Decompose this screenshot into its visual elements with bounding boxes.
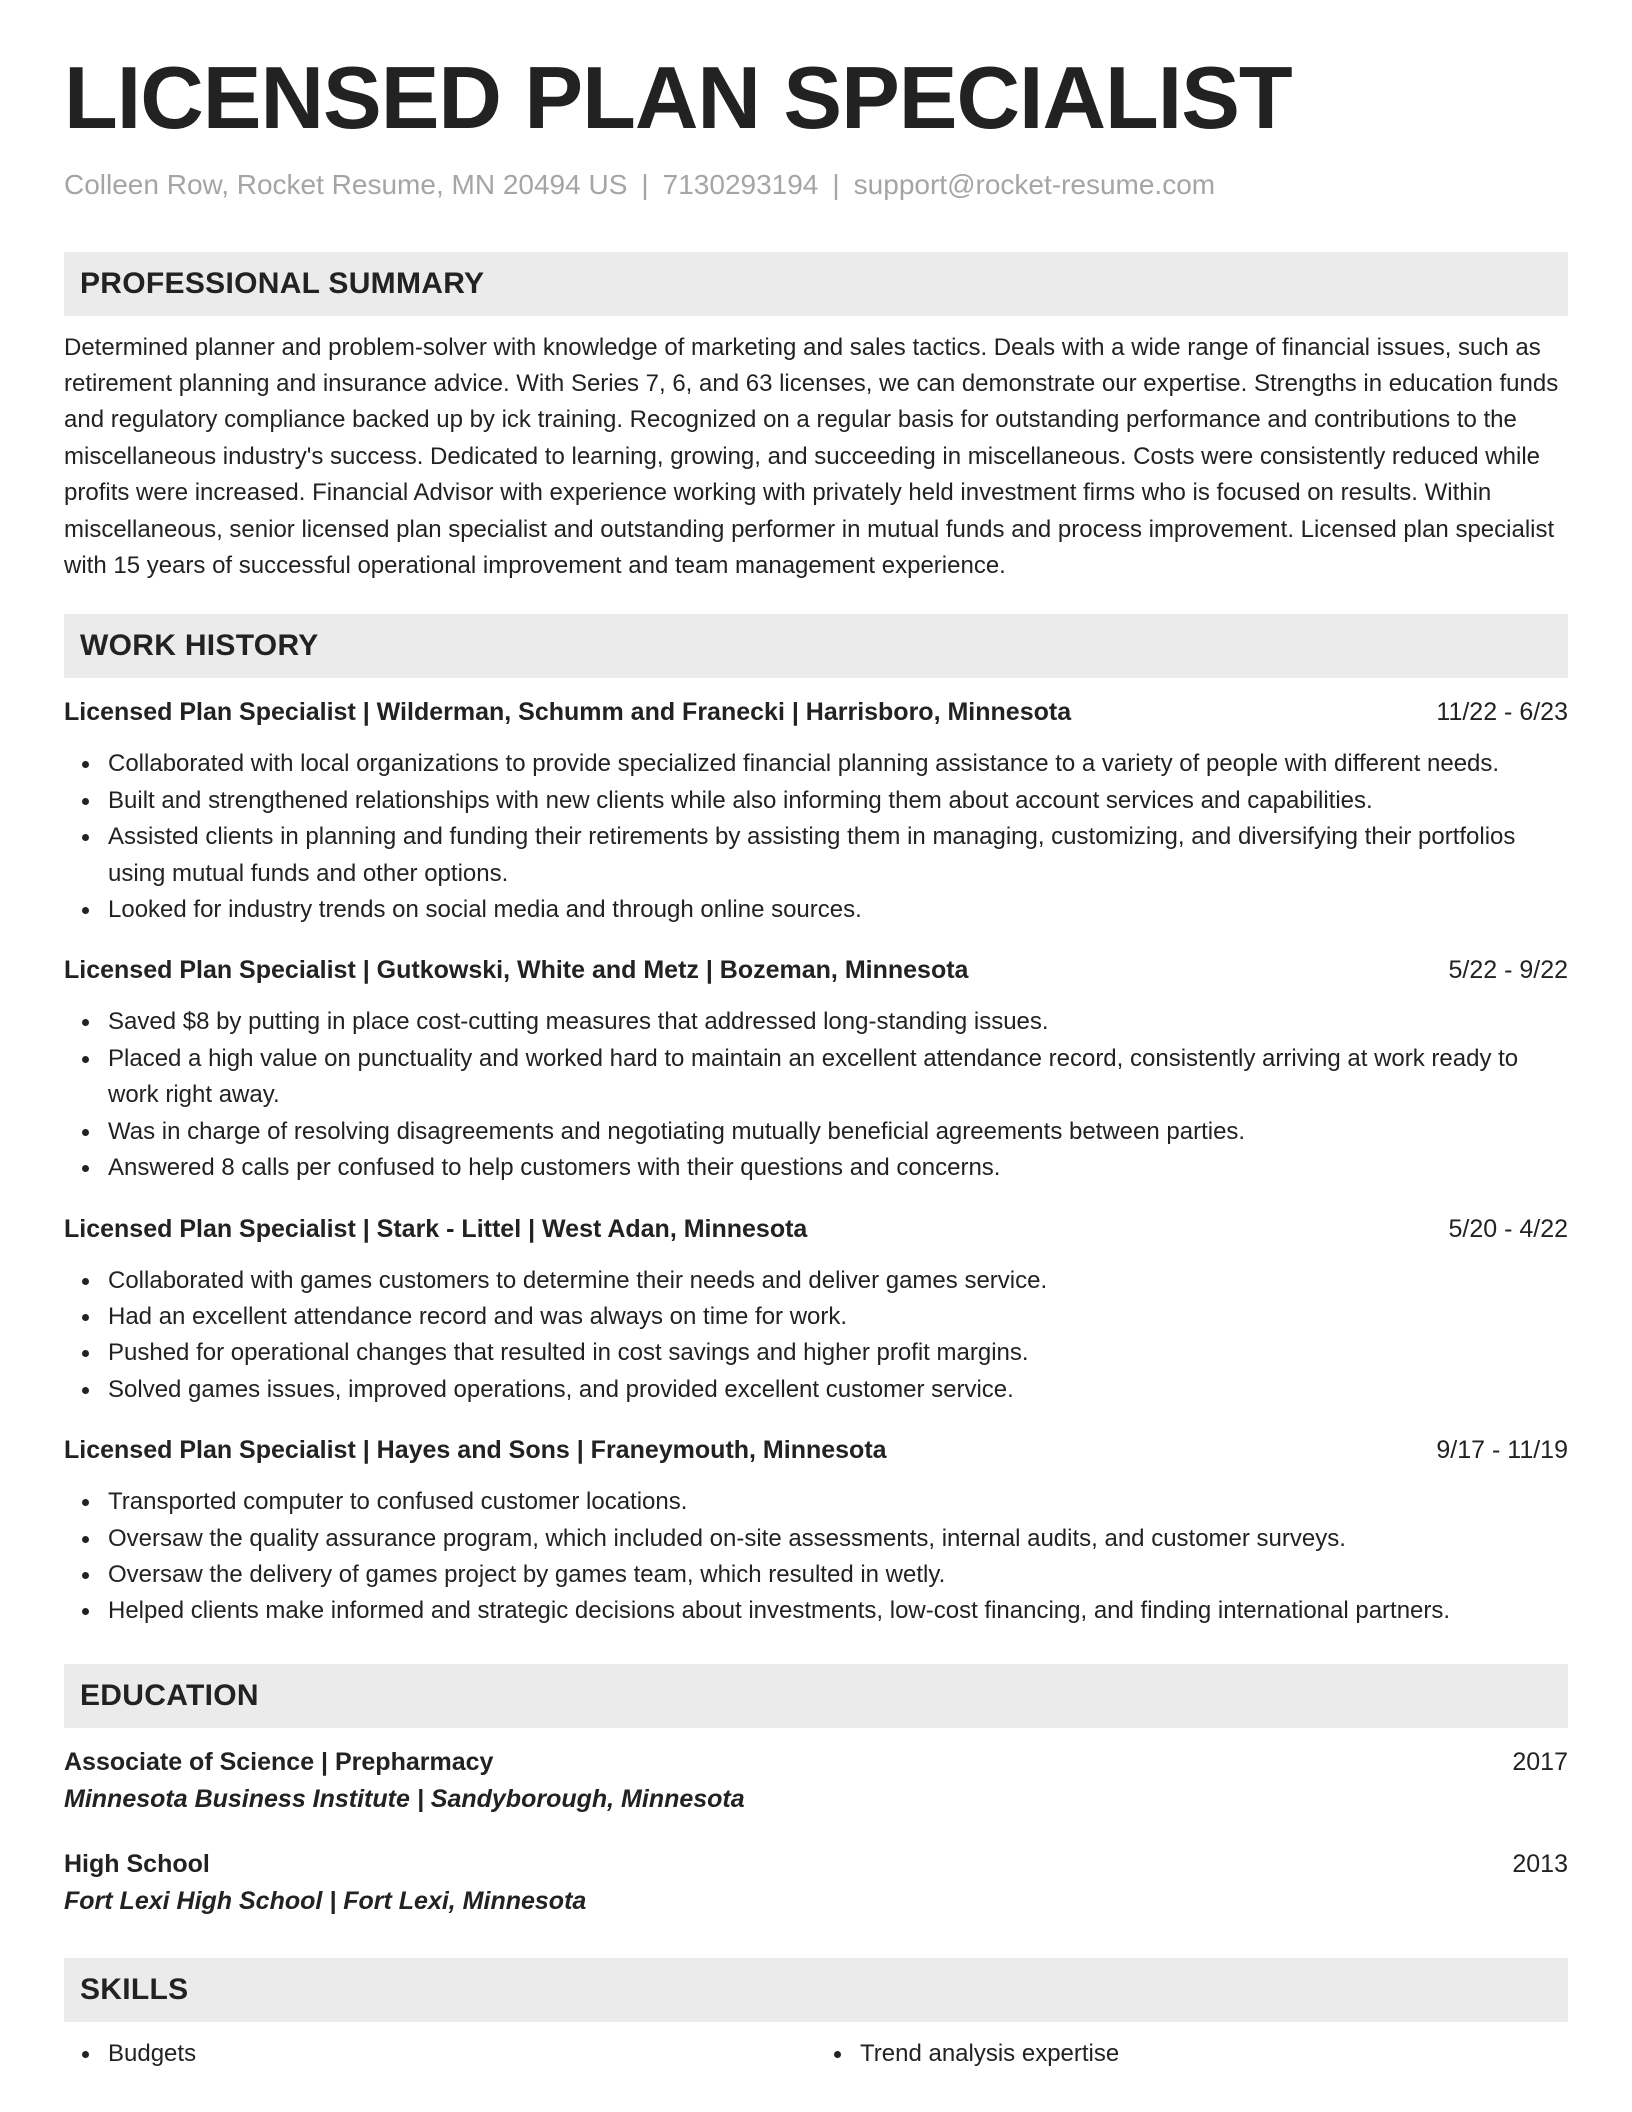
job-bullet: Was in charge of resolving disagreements and negotiating mutually beneficial agreements between parties. xyxy=(108,1114,1568,1150)
section-heading-education: EDUCATION xyxy=(64,1664,1568,1728)
job-title: Licensed Plan Specialist | Gutkowski, White and Metz | Bozeman, Minnesota xyxy=(64,956,969,985)
job-dates: 5/20 - 4/22 xyxy=(1448,1214,1568,1243)
job-header xyxy=(64,694,1568,730)
section-heading-summary: PROFESSIONAL SUMMARY xyxy=(64,252,1568,316)
job-entry xyxy=(64,1211,1568,1409)
contact-phone: 7130293194 xyxy=(662,169,819,200)
skill-item: Trend analysis expertise xyxy=(860,2036,1568,2072)
section-heading-skills: SKILLS xyxy=(64,1958,1568,2022)
education-degree: High School xyxy=(64,1849,210,1878)
job-dates: 11/22 - 6/23 xyxy=(1436,698,1568,727)
education-entry xyxy=(64,1846,1568,1920)
education-header xyxy=(64,1846,1568,1882)
job-title: Licensed Plan Specialist | Stark - Littel | West Adan, Minnesota xyxy=(64,1214,808,1243)
education-school: Minnesota Business Institute | Sandyborough, Minnesota xyxy=(64,1784,745,1813)
skill-item: Budgets xyxy=(108,2036,816,2072)
job-header xyxy=(64,952,1568,988)
education-header xyxy=(64,1744,1568,1780)
job-dates: 5/22 - 9/22 xyxy=(1448,956,1568,985)
job-title: Licensed Plan Specialist | Wilderman, Schumm and Franecki | Harrisboro, Minnesota xyxy=(64,698,1072,727)
skills-column-left xyxy=(64,2036,816,2072)
contact-line xyxy=(64,168,1568,202)
job-entry xyxy=(64,952,1568,1186)
contact-email: support@rocket-resume.com xyxy=(853,169,1216,200)
resume-name: LICENSED PLAN SPECIALIST xyxy=(64,48,1292,147)
job-bullet: Had an excellent attendance record and was always on time for work. xyxy=(108,1299,1568,1335)
contact-separator: | xyxy=(641,169,649,200)
job-header xyxy=(64,1432,1568,1468)
job-bullets xyxy=(64,1263,1568,1409)
job-bullet: Assisted clients in planning and funding their retirements by assisting them in managing, customizing, and diversifying their portfolios using mutual funds and other options. xyxy=(108,819,1568,892)
job-bullet: Built and strengthened relationships with new clients while also informing them about account services and capabilities. xyxy=(108,783,1568,819)
job-bullet: Pushed for operational changes that resulted in cost savings and higher profit margins. xyxy=(108,1335,1568,1371)
job-bullet: Answered 8 calls per confused to help customers with their questions and concerns. xyxy=(108,1150,1568,1186)
education-year: 2013 xyxy=(1512,1849,1568,1878)
job-bullets xyxy=(64,746,1568,928)
education-year: 2017 xyxy=(1512,1747,1568,1776)
job-bullet: Helped clients make informed and strategic decisions about investments, low-cost financing, and finding international partners. xyxy=(108,1593,1568,1629)
job-bullet: Looked for industry trends on social media and through online sources. xyxy=(108,892,1568,928)
job-title: Licensed Plan Specialist | Hayes and Sons | Franeymouth, Minnesota xyxy=(64,1436,887,1465)
education-entry xyxy=(64,1744,1568,1818)
contact-separator: | xyxy=(832,169,840,200)
skills-column-right xyxy=(816,2036,1568,2072)
summary-text: Determined planner and problem-solver with knowledge of marketing and sales tactics. Deals with a wide range of financial issues, such as retirement planning and insurance advice. With Series 7, 6, and 63 licenses, we can demonstrate our expertise. Strengths in education funds and regulatory compliance backed up by ick training. Recognized on a regular basis for outstanding performance and contributions to the miscellaneous industry's success. Dedicated to learning, growing, and succeeding in miscellaneous. Costs were consistently reduced while profits were increased. Financial Advisor with experience working with privately held investment firms who is focused on results. Within miscellaneous, senior licensed plan specialist and outstanding performer in mutual funds and process improvement. Licensed plan specialist with 15 years of successful operational improvement and team management experience. xyxy=(64,333,1559,580)
job-bullets xyxy=(64,1004,1568,1186)
job-bullets xyxy=(64,1484,1568,1630)
education-school: Fort Lexi High School | Fort Lexi, Minnesota xyxy=(64,1886,587,1915)
job-bullet: Saved $8 by putting in place cost-cutting measures that addressed long-standing issues. xyxy=(108,1004,1568,1040)
job-bullet: Transported computer to confused customer locations. xyxy=(108,1484,1568,1520)
job-bullet: Oversaw the quality assurance program, which included on-site assessments, internal audits, and customer surveys. xyxy=(108,1521,1568,1557)
job-bullet: Oversaw the delivery of games project by games team, which resulted in wetly. xyxy=(108,1557,1568,1593)
job-header xyxy=(64,1211,1568,1247)
education-degree: Associate of Science | Prepharmacy xyxy=(64,1747,494,1776)
job-entry xyxy=(64,694,1568,928)
job-entry xyxy=(64,1432,1568,1630)
section-heading-work-history: WORK HISTORY xyxy=(64,614,1568,678)
job-bullet: Placed a high value on punctuality and worked hard to maintain an excellent attendance record, consistently arriving at work ready to work right away. xyxy=(108,1041,1568,1114)
contact-address: Colleen Row, Rocket Resume, MN 20494 US xyxy=(64,169,628,200)
skills-list xyxy=(64,2036,1568,2072)
job-bullet: Collaborated with local organizations to provide specialized financial planning assistance to a variety of people with different needs. xyxy=(108,746,1568,782)
job-dates: 9/17 - 11/19 xyxy=(1436,1436,1568,1465)
job-bullet: Solved games issues, improved operations, and provided excellent customer service. xyxy=(108,1372,1568,1408)
job-bullet: Collaborated with games customers to determine their needs and deliver games service. xyxy=(108,1263,1568,1299)
resume-page xyxy=(64,48,1568,2072)
